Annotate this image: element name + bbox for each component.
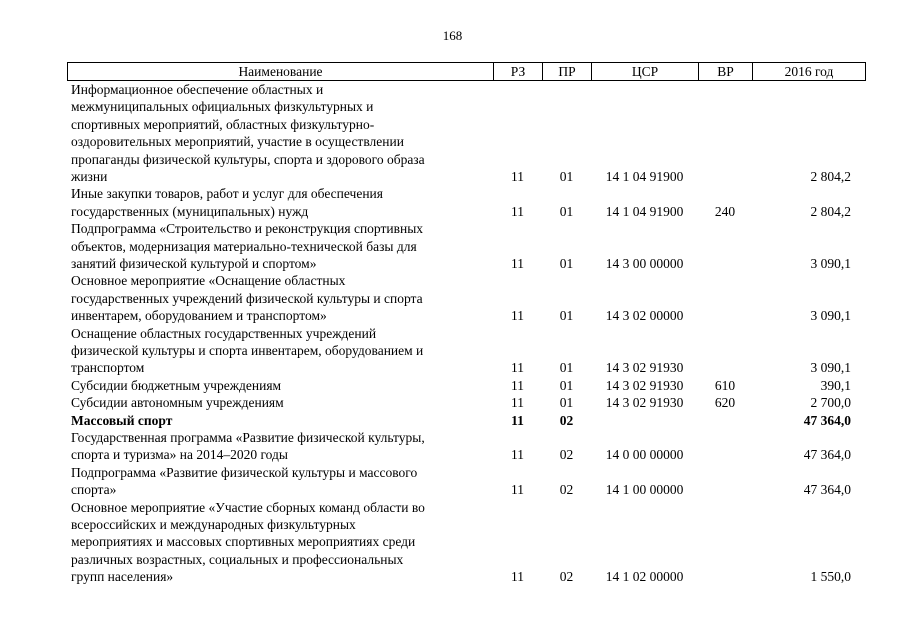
row-name-line: жизни xyxy=(71,169,108,185)
row-pr: 01 xyxy=(559,203,574,219)
row-name-line: государственных (муниципальных) нужд xyxy=(71,203,309,219)
row-name-line: Субсидии автономным учреждениям xyxy=(71,395,284,411)
row-name-line: спорта и туризма» на 2014–2020 годы xyxy=(71,447,288,463)
row-name-line: Основное мероприятие «Участие сборных команд области во xyxy=(71,499,425,515)
header-vr: ВР xyxy=(699,63,753,80)
row-pr: 01 xyxy=(559,169,574,184)
row-name-line: спортивных мероприятий, областных физкультурно- xyxy=(71,116,375,132)
row-name-line: всероссийских и международных физкультурных xyxy=(71,516,356,532)
row-year: 1 550,0 xyxy=(810,569,851,585)
row-rz: 11 xyxy=(511,412,524,428)
table-body xyxy=(0,81,905,586)
row-name-line: Оснащение областных государственных учреждений xyxy=(71,325,377,341)
row-year: 2 804,2 xyxy=(810,203,851,219)
row-csr: 14 3 00 00000 xyxy=(605,255,684,271)
row-name-line: Субсидии бюджетным учреждениям xyxy=(71,377,282,393)
row-rz: 11 xyxy=(511,255,524,271)
row-rz: 11 xyxy=(511,447,524,463)
row-rz: 11 xyxy=(511,360,524,376)
row-year: 2 804,2 xyxy=(810,169,851,184)
page-number: 168 xyxy=(442,28,463,43)
row-name-line: различных возрастных, социальных и профессиональных xyxy=(71,551,404,567)
row-rz: 11 xyxy=(511,203,524,219)
row-name-line: государственных учреждений физической культуры и спорта xyxy=(71,290,423,306)
table-row xyxy=(0,185,905,220)
header-year: 2016 год xyxy=(784,64,834,79)
row-name-line: инвентарем, оборудованием и транспортом» xyxy=(71,308,327,324)
row-year: 47 364,0 xyxy=(803,482,851,498)
row-name-line: оздоровительных мероприятий, участие в осуществлении xyxy=(71,134,404,150)
row-csr: 14 3 02 91930 xyxy=(605,395,684,411)
table-row xyxy=(0,499,905,586)
row-name xyxy=(71,272,481,324)
table-row xyxy=(0,81,905,185)
row-name-line: межмуниципальных официальных физкультурных и xyxy=(71,99,374,115)
row-pr: 01 xyxy=(559,377,574,393)
row-year: 3 090,1 xyxy=(810,308,851,324)
row-vr: 610 xyxy=(714,377,736,393)
row-name-line: Информационное обеспечение областных и xyxy=(71,82,324,97)
row-vr: 240 xyxy=(714,203,736,219)
row-csr: 14 3 02 91930 xyxy=(605,360,684,376)
row-rz: 11 xyxy=(511,377,524,393)
row-pr: 01 xyxy=(559,360,574,376)
table-row xyxy=(0,272,905,324)
row-rz: 11 xyxy=(511,569,524,585)
table-row xyxy=(0,377,905,394)
row-vr: 620 xyxy=(714,395,736,411)
table-row xyxy=(0,394,905,411)
row-year: 3 090,1 xyxy=(810,255,851,271)
table-header xyxy=(67,62,866,81)
row-name xyxy=(71,220,481,272)
row-rz: 11 xyxy=(511,395,524,411)
row-year: 47 364,0 xyxy=(803,412,851,428)
row-name-line: Иные закупки товаров, работ и услуг для обеспечения xyxy=(71,186,383,202)
row-name-line: Государственная программа «Развитие физической культуры, xyxy=(71,429,425,445)
row-pr: 02 xyxy=(559,412,574,428)
row-pr: 01 xyxy=(559,308,574,324)
row-year: 390,1 xyxy=(820,377,851,393)
row-name-line: Подпрограмма «Развитие физической культуры и массового xyxy=(71,464,418,480)
row-name-line: Основное мероприятие «Оснащение областных xyxy=(71,273,346,289)
row-name xyxy=(71,81,481,185)
row-pr: 02 xyxy=(559,482,574,498)
row-csr: 14 0 00 00000 xyxy=(605,447,684,463)
table-row xyxy=(0,429,905,464)
row-name-line: групп населения» xyxy=(71,569,174,585)
table-row xyxy=(0,220,905,272)
row-csr: 14 3 02 00000 xyxy=(605,308,684,324)
row-pr: 01 xyxy=(559,255,574,271)
table-row xyxy=(0,464,905,499)
row-name xyxy=(71,325,481,377)
header-rz: РЗ xyxy=(494,63,543,80)
row-rz: 11 xyxy=(511,169,524,184)
row-name-line: спорта» xyxy=(71,482,117,498)
table-row xyxy=(0,325,905,377)
row-csr: 14 1 04 91900 xyxy=(605,203,684,219)
row-name xyxy=(71,464,481,499)
row-rz: 11 xyxy=(511,482,524,498)
header-name: Наименование xyxy=(68,63,494,80)
row-name-line: пропаганды физической культуры, спорта и здорового образа xyxy=(71,151,425,167)
row-year: 3 090,1 xyxy=(810,360,851,376)
row-year: 2 700,0 xyxy=(810,395,851,411)
header-pr: ПР xyxy=(543,63,592,80)
row-name-line: физической культуры и спорта инвентарем, оборудованием и xyxy=(71,342,424,358)
row-name-line: мероприятиях и массовых спортивных мероприятиях среди xyxy=(71,534,416,550)
row-name xyxy=(71,394,481,411)
row-name xyxy=(71,377,481,394)
row-csr: 14 1 02 00000 xyxy=(605,569,684,585)
row-name xyxy=(71,429,481,464)
row-rz: 11 xyxy=(511,308,524,324)
row-name-line: занятий физической культурой и спортом» xyxy=(71,256,317,271)
row-csr: 14 3 02 91930 xyxy=(605,377,684,393)
row-pr: 02 xyxy=(559,569,574,585)
row-name xyxy=(71,412,481,429)
row-name-line: объектов, модернизация материально-технической базы для xyxy=(71,238,417,254)
row-pr: 01 xyxy=(559,395,574,411)
row-csr: 14 1 00 00000 xyxy=(605,482,684,498)
row-csr: 14 1 04 91900 xyxy=(605,169,684,184)
row-name xyxy=(71,499,481,586)
table-row xyxy=(0,412,905,429)
row-name-line: транспортом xyxy=(71,360,145,376)
row-name-line: Массовый спорт xyxy=(71,412,173,428)
row-name xyxy=(71,185,481,220)
row-pr: 02 xyxy=(559,447,574,463)
header-csr: ЦСР xyxy=(592,63,699,80)
row-name-line: Подпрограмма «Строительство и реконструкция спортивных xyxy=(71,221,424,237)
row-year: 47 364,0 xyxy=(803,447,851,463)
